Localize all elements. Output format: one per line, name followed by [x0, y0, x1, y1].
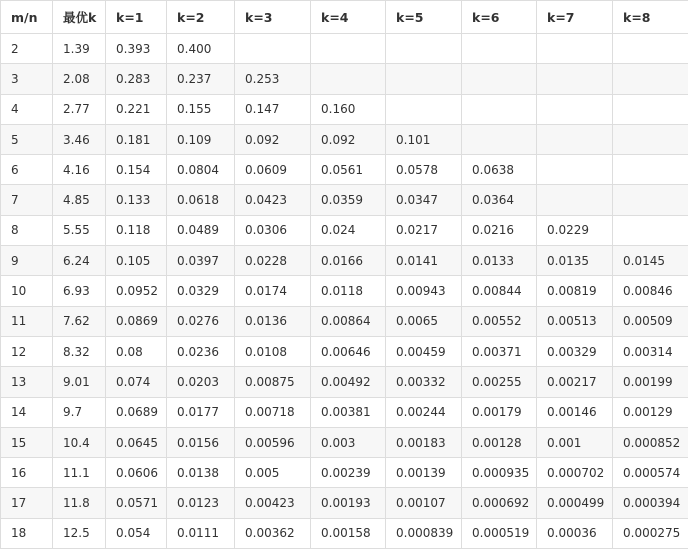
- table-cell: [462, 94, 537, 124]
- table-cell: [537, 155, 613, 185]
- table-cell: 0.393: [106, 34, 167, 64]
- column-header: k=5: [386, 1, 462, 34]
- table-cell: 0.000275: [613, 518, 688, 548]
- table-cell: 0.0329: [167, 276, 235, 306]
- table-cell: 6.93: [53, 276, 106, 306]
- table-cell: 0.0203: [167, 367, 235, 397]
- table-cell: 0.0606: [106, 458, 167, 488]
- table-cell: 0.00718: [235, 397, 311, 427]
- table-row: [1, 155, 688, 185]
- table-row: [1, 367, 688, 397]
- column-header: k=2: [167, 1, 235, 34]
- table-cell: 0.109: [167, 124, 235, 154]
- table-cell: 0.054: [106, 518, 167, 548]
- table-cell: 1.39: [53, 34, 106, 64]
- table-cell: 0.000852: [613, 427, 688, 457]
- table-cell: 0.0108: [235, 336, 311, 366]
- table-cell: [386, 34, 462, 64]
- table-cell: 0.00183: [386, 427, 462, 457]
- table-cell: 0.08: [106, 336, 167, 366]
- table-cell: 0.00596: [235, 427, 311, 457]
- table-cell: 0.0133: [462, 246, 537, 276]
- table-row: [1, 276, 688, 306]
- table-cell: 0.00128: [462, 427, 537, 457]
- table-cell: 11.1: [53, 458, 106, 488]
- table-cell: 0.092: [235, 124, 311, 154]
- column-header: k=6: [462, 1, 537, 34]
- table-cell: 0.00146: [537, 397, 613, 427]
- table-cell: [462, 64, 537, 94]
- table-cell: [613, 155, 688, 185]
- table-body: [1, 34, 688, 549]
- table-cell: 0.237: [167, 64, 235, 94]
- table-row: [1, 518, 688, 548]
- table-cell: 0.00193: [311, 488, 386, 518]
- table-cell: 0.147: [235, 94, 311, 124]
- table-row: [1, 306, 688, 336]
- table-cell: 0.00509: [613, 306, 688, 336]
- row-label-cell: 15: [1, 427, 53, 457]
- row-label-cell: 17: [1, 488, 53, 518]
- table-row: [1, 458, 688, 488]
- table-cell: [537, 94, 613, 124]
- table-cell: 0.000519: [462, 518, 537, 548]
- row-label-cell: 12: [1, 336, 53, 366]
- table-cell: 0.0156: [167, 427, 235, 457]
- table-cell: 0.00179: [462, 397, 537, 427]
- table-row: [1, 185, 688, 215]
- table-cell: [462, 124, 537, 154]
- row-label-cell: 13: [1, 367, 53, 397]
- table-cell: [613, 34, 688, 64]
- table-cell: 0.133: [106, 185, 167, 215]
- table-cell: 0.154: [106, 155, 167, 185]
- table-cell: 0.00552: [462, 306, 537, 336]
- table-cell: [613, 124, 688, 154]
- row-label-cell: 3: [1, 64, 53, 94]
- table-cell: 4.85: [53, 185, 106, 215]
- table-cell: [613, 185, 688, 215]
- table-cell: 0.0609: [235, 155, 311, 185]
- row-label-cell: 9: [1, 246, 53, 276]
- table-cell: [235, 34, 311, 64]
- table-cell: 0.0217: [386, 215, 462, 245]
- table-cell: 0.0174: [235, 276, 311, 306]
- row-label-cell: 11: [1, 306, 53, 336]
- table-cell: 0.00459: [386, 336, 462, 366]
- column-header: k=8: [613, 1, 688, 34]
- table-cell: 5.55: [53, 215, 106, 245]
- table-row: [1, 246, 688, 276]
- table-cell: 0.105: [106, 246, 167, 276]
- table-cell: 0.00875: [235, 367, 311, 397]
- table-cell: 0.118: [106, 215, 167, 245]
- column-header: k=7: [537, 1, 613, 34]
- table-cell: 0.00129: [613, 397, 688, 427]
- table-cell: 7.62: [53, 306, 106, 336]
- table-cell: 0.0869: [106, 306, 167, 336]
- table-cell: 0.00846: [613, 276, 688, 306]
- row-label-cell: 4: [1, 94, 53, 124]
- table-cell: 0.092: [311, 124, 386, 154]
- table-cell: 0.0216: [462, 215, 537, 245]
- table-cell: 9.01: [53, 367, 106, 397]
- column-header: k=1: [106, 1, 167, 34]
- table-cell: [537, 185, 613, 215]
- table-cell: [613, 94, 688, 124]
- table-cell: 0.00381: [311, 397, 386, 427]
- table-cell: 0.000394: [613, 488, 688, 518]
- table-cell: 10.4: [53, 427, 106, 457]
- table-cell: 0.0228: [235, 246, 311, 276]
- table-cell: 0.0804: [167, 155, 235, 185]
- row-label-cell: 6: [1, 155, 53, 185]
- table-cell: [462, 34, 537, 64]
- table-cell: 0.0123: [167, 488, 235, 518]
- table-cell: [537, 64, 613, 94]
- table-cell: 3.46: [53, 124, 106, 154]
- table-cell: 0.0065: [386, 306, 462, 336]
- table-cell: 0.00332: [386, 367, 462, 397]
- table-cell: 0.0397: [167, 246, 235, 276]
- table-cell: 4.16: [53, 155, 106, 185]
- table-cell: [311, 64, 386, 94]
- table-cell: 0.000574: [613, 458, 688, 488]
- table-cell: [613, 64, 688, 94]
- table-cell: 0.0177: [167, 397, 235, 427]
- table-cell: 0.0638: [462, 155, 537, 185]
- table-cell: 0.00244: [386, 397, 462, 427]
- table-cell: 0.0135: [537, 246, 613, 276]
- table-row: [1, 427, 688, 457]
- table-cell: 0.0578: [386, 155, 462, 185]
- table-cell: 0.000935: [462, 458, 537, 488]
- table-cell: 0.00864: [311, 306, 386, 336]
- table-cell: 0.0111: [167, 518, 235, 548]
- table-cell: 0.001: [537, 427, 613, 457]
- table-cell: 0.0561: [311, 155, 386, 185]
- table-cell: 0.00217: [537, 367, 613, 397]
- table-cell: 0.0236: [167, 336, 235, 366]
- table-cell: 8.32: [53, 336, 106, 366]
- table-cell: 0.400: [167, 34, 235, 64]
- table-cell: 0.0136: [235, 306, 311, 336]
- table-cell: 0.0689: [106, 397, 167, 427]
- table-row: [1, 397, 688, 427]
- table-cell: 0.0229: [537, 215, 613, 245]
- table-row: [1, 94, 688, 124]
- table-cell: 0.0618: [167, 185, 235, 215]
- table-cell: 0.00492: [311, 367, 386, 397]
- table-cell: 0.155: [167, 94, 235, 124]
- table-row: [1, 336, 688, 366]
- table-row: [1, 64, 688, 94]
- table-cell: 0.00819: [537, 276, 613, 306]
- table-cell: [311, 34, 386, 64]
- row-label-cell: 14: [1, 397, 53, 427]
- table-cell: 0.00513: [537, 306, 613, 336]
- table-cell: [537, 34, 613, 64]
- table-cell: 0.0571: [106, 488, 167, 518]
- table-cell: 0.000839: [386, 518, 462, 548]
- table-cell: 2.77: [53, 94, 106, 124]
- table-cell: 0.0645: [106, 427, 167, 457]
- table-cell: 0.221: [106, 94, 167, 124]
- table-cell: 0.00139: [386, 458, 462, 488]
- table-cell: 0.0489: [167, 215, 235, 245]
- table-cell: 0.0276: [167, 306, 235, 336]
- table-cell: 0.00844: [462, 276, 537, 306]
- table-cell: 0.003: [311, 427, 386, 457]
- table-cell: 0.00158: [311, 518, 386, 548]
- table-cell: 0.00255: [462, 367, 537, 397]
- row-label-cell: 7: [1, 185, 53, 215]
- table-cell: 0.00646: [311, 336, 386, 366]
- table-cell: 12.5: [53, 518, 106, 548]
- row-label-cell: 10: [1, 276, 53, 306]
- table-cell: 0.00943: [386, 276, 462, 306]
- table-cell: 0.00329: [537, 336, 613, 366]
- table-cell: 0.0138: [167, 458, 235, 488]
- table-cell: 0.0347: [386, 185, 462, 215]
- table-cell: 0.0364: [462, 185, 537, 215]
- row-label-cell: 16: [1, 458, 53, 488]
- table-row: [1, 488, 688, 518]
- column-header: 最优k: [53, 1, 106, 34]
- table-cell: 0.00362: [235, 518, 311, 548]
- table-cell: 0.00423: [235, 488, 311, 518]
- table-cell: 0.0952: [106, 276, 167, 306]
- table-cell: 0.0423: [235, 185, 311, 215]
- table-row: [1, 34, 688, 64]
- table-cell: 0.283: [106, 64, 167, 94]
- table-cell: 0.00371: [462, 336, 537, 366]
- table-row: [1, 215, 688, 245]
- table-row: [1, 124, 688, 154]
- table-cell: [386, 94, 462, 124]
- header-row: [1, 1, 688, 34]
- table-cell: 0.005: [235, 458, 311, 488]
- column-header: k=3: [235, 1, 311, 34]
- table-cell: 0.000692: [462, 488, 537, 518]
- column-header: m/n: [1, 1, 53, 34]
- row-label-cell: 2: [1, 34, 53, 64]
- table-cell: 0.0166: [311, 246, 386, 276]
- table-cell: 0.000499: [537, 488, 613, 518]
- table-cell: 0.074: [106, 367, 167, 397]
- table-cell: 0.160: [311, 94, 386, 124]
- table-cell: 11.8: [53, 488, 106, 518]
- table-cell: 0.00036: [537, 518, 613, 548]
- table-cell: 0.00107: [386, 488, 462, 518]
- table-cell: 0.0118: [311, 276, 386, 306]
- table-cell: 0.0141: [386, 246, 462, 276]
- table-cell: 2.08: [53, 64, 106, 94]
- row-label-cell: 8: [1, 215, 53, 245]
- table-cell: 0.0359: [311, 185, 386, 215]
- table-cell: 0.0145: [613, 246, 688, 276]
- table-header: [1, 1, 688, 34]
- table-cell: 0.024: [311, 215, 386, 245]
- table-cell: 0.101: [386, 124, 462, 154]
- table-cell: [386, 64, 462, 94]
- table-cell: 0.253: [235, 64, 311, 94]
- table-cell: 0.000702: [537, 458, 613, 488]
- table-cell: 6.24: [53, 246, 106, 276]
- table-cell: [613, 215, 688, 245]
- column-header: k=4: [311, 1, 386, 34]
- table-cell: 0.181: [106, 124, 167, 154]
- table-cell: 9.7: [53, 397, 106, 427]
- table-cell: 0.00199: [613, 367, 688, 397]
- table-cell: [537, 124, 613, 154]
- table-cell: 0.0306: [235, 215, 311, 245]
- row-label-cell: 18: [1, 518, 53, 548]
- table-cell: 0.00239: [311, 458, 386, 488]
- table-cell: 0.00314: [613, 336, 688, 366]
- row-label-cell: 5: [1, 124, 53, 154]
